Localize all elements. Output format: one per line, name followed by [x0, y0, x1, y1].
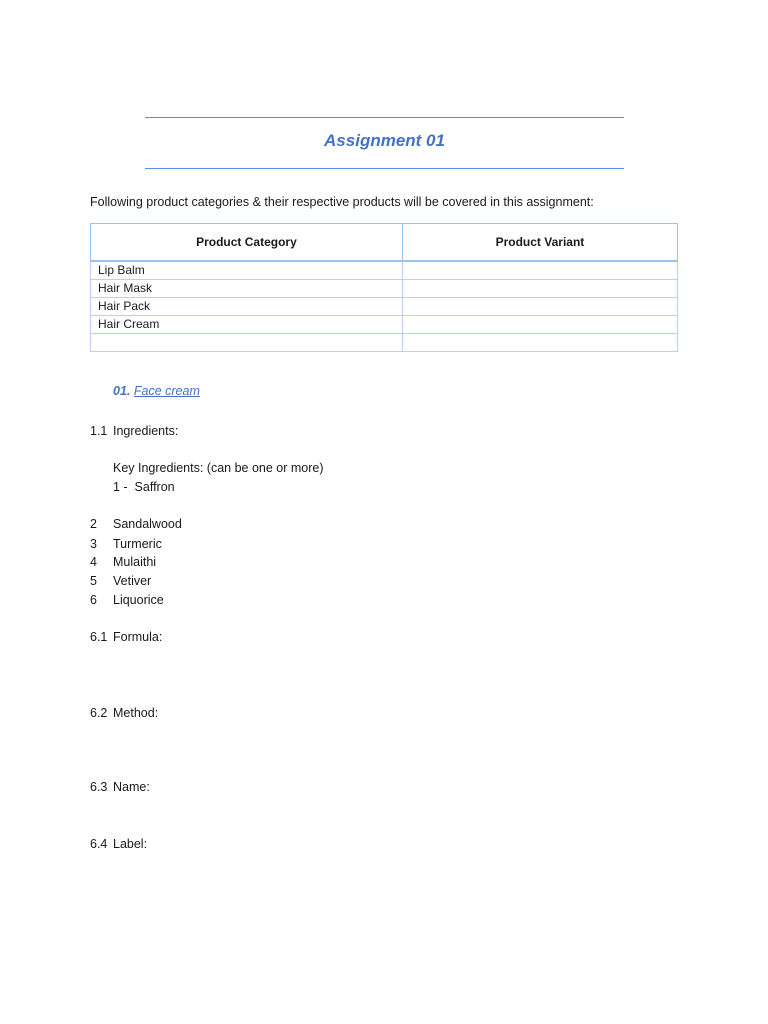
ingredient-number: 5 [90, 574, 97, 588]
section-number: 01. [113, 384, 131, 398]
table-cell-category: Hair Pack [91, 298, 403, 316]
header-product-category: Product Category [91, 224, 403, 262]
ingredient-item: Liquorice [113, 593, 164, 607]
key-ingredients-label: Key Ingredients: (can be one or more) [113, 461, 324, 475]
header-product-variant: Product Variant [402, 224, 677, 262]
table-row [91, 298, 678, 316]
product-category-table [90, 223, 678, 352]
table-cell-category: Lip Balm [91, 261, 403, 280]
formula-number: 6.1 [90, 630, 108, 644]
table-row [91, 316, 678, 334]
title-rule-top [145, 117, 624, 118]
formula-label: Formula: [113, 630, 163, 644]
name-number: 6.3 [90, 780, 108, 794]
title-rule-bottom [145, 168, 624, 169]
intro-text: Following product categories & their respective products will be covered in this assignment: [90, 195, 594, 209]
table-cell-variant [402, 334, 677, 352]
ingredients-number: 1.1 [90, 424, 108, 438]
table-cell-variant [402, 261, 677, 280]
face-cream-link[interactable]: Face cream [133, 384, 200, 398]
table-row [91, 334, 678, 352]
table-cell-variant [402, 298, 677, 316]
ingredient-number: 6 [90, 593, 97, 607]
name-label: Name: [113, 780, 150, 794]
table-cell-category: Hair Mask [91, 280, 403, 298]
method-number: 6.2 [90, 706, 108, 720]
ingredient-item: Turmeric [113, 537, 162, 551]
ingredient-number: 2 [90, 517, 97, 531]
ingredient-number: 4 [90, 555, 97, 569]
label-number: 6.4 [90, 837, 108, 851]
table-row [91, 261, 678, 280]
ingredient-item: Sandalwood [113, 517, 182, 531]
table-row [91, 280, 678, 298]
table-cell-category: Hair Cream [91, 316, 403, 334]
table-cell-variant [402, 280, 677, 298]
ingredient-item: Vetiver [113, 574, 152, 588]
table-cell-variant [402, 316, 677, 334]
ingredient-item-1: 1 - Saffron [113, 480, 175, 494]
page-title: Assignment 01 [324, 131, 445, 150]
ingredient-number: 3 [90, 537, 97, 551]
table-header-row [91, 224, 678, 262]
label-label: Label: [113, 837, 148, 851]
ingredients-label: Ingredients: [113, 424, 179, 438]
section-heading [113, 384, 200, 398]
table-cell-category [91, 334, 403, 352]
ingredient-item: Mulaithi [113, 555, 157, 569]
method-label: Method: [113, 706, 159, 720]
